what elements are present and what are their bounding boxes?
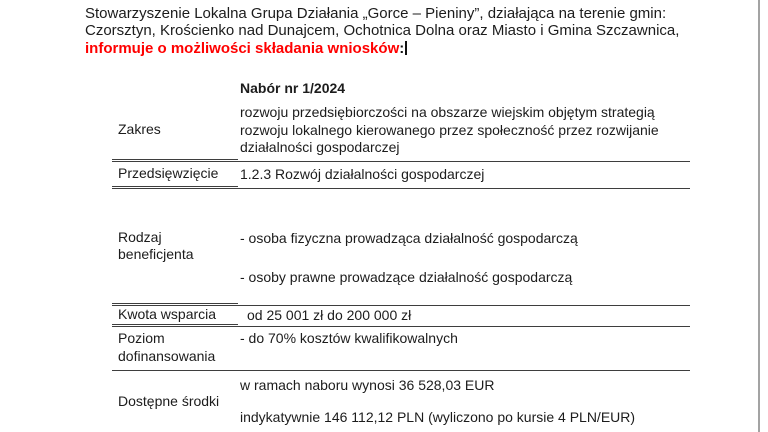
row-value-kwota-wsparcia: od 25 001 zł do 200 000 zł bbox=[238, 306, 690, 327]
row-label-rodzaj-beneficjenta: Rodzaj beneficjenta bbox=[112, 189, 238, 306]
page-edge-line bbox=[758, 0, 760, 432]
row-value-dostepne-srodki bbox=[238, 371, 690, 432]
row-label-kwota-wsparcia: Kwota wsparcia bbox=[112, 306, 238, 327]
row-label-przedsiewziecie: Przedsięwzięcie bbox=[112, 162, 238, 189]
table-row-przedsiewziecie bbox=[112, 162, 690, 189]
intro-paragraph bbox=[85, 5, 725, 57]
row-label-zakres: Zakres bbox=[112, 101, 238, 162]
table-row-poziom-dofinansowania bbox=[112, 327, 690, 371]
intro-colon: : bbox=[399, 39, 405, 57]
srodki-line-1: w ramach naboru wynosi 36 528,03 EUR bbox=[240, 377, 495, 393]
beneficjent-line-1: - osoba fizyczna prowadząca działalność gospodarczą bbox=[240, 230, 578, 246]
table-header-spacer bbox=[112, 80, 238, 101]
intro-line-1: Stowarzyszenie Lokalna Grupa Działania „Gorce – Pieniny”, działająca na terenie gmin: bbox=[85, 5, 667, 22]
zakres-line-3: działalności gospodarczej bbox=[240, 139, 400, 155]
intro-line-3 bbox=[85, 40, 725, 57]
nabor-table bbox=[112, 80, 690, 432]
table-row-rodzaj-beneficjenta bbox=[112, 189, 690, 306]
zakres-line-2: rozwoju lokalnego kierowanego przez społeczność przez rozwijanie bbox=[240, 121, 659, 138]
intro-highlight-text: informuje o możliwości składania wniosków bbox=[85, 39, 400, 57]
row-value-poziom-dofinansowania: - do 70% kosztów kwalifikowalnych bbox=[238, 327, 690, 371]
row-value-przedsiewziecie: 1.2.3 Rozwój działalności gospodarczej bbox=[238, 162, 690, 189]
srodki-line-2: indykatywnie 146 112,12 PLN (wyliczono po kursie 4 PLN/EUR) bbox=[240, 408, 636, 425]
table-row-dostepne-srodki bbox=[112, 371, 690, 432]
row-label-poziom-dofinansowania: Poziom dofinansowania bbox=[112, 327, 238, 371]
table-row-zakres bbox=[112, 101, 690, 162]
table-row-kwota-wsparcia bbox=[112, 306, 690, 327]
row-label-dostepne-srodki: Dostępne środki bbox=[118, 392, 220, 409]
row-value-rodzaj-beneficjenta bbox=[238, 189, 690, 306]
beneficjent-line-2: - osoby prawne prowadzące działalność gospodarczą bbox=[240, 268, 573, 285]
row-value-zakres bbox=[238, 101, 690, 162]
table-header-title: Nabór nr 1/2024 bbox=[240, 80, 346, 96]
zakres-line-1: rozwoju przedsiębiorczości na obszarze wiejskim objętym strategią bbox=[240, 104, 655, 120]
intro-line-2: Czorsztyn, Krościenko nad Dunajcem, Ochotnica Dolna oraz Miasto i Gmina Szczawnica, bbox=[85, 22, 680, 40]
text-cursor bbox=[405, 41, 407, 55]
table-row-header bbox=[112, 80, 690, 101]
